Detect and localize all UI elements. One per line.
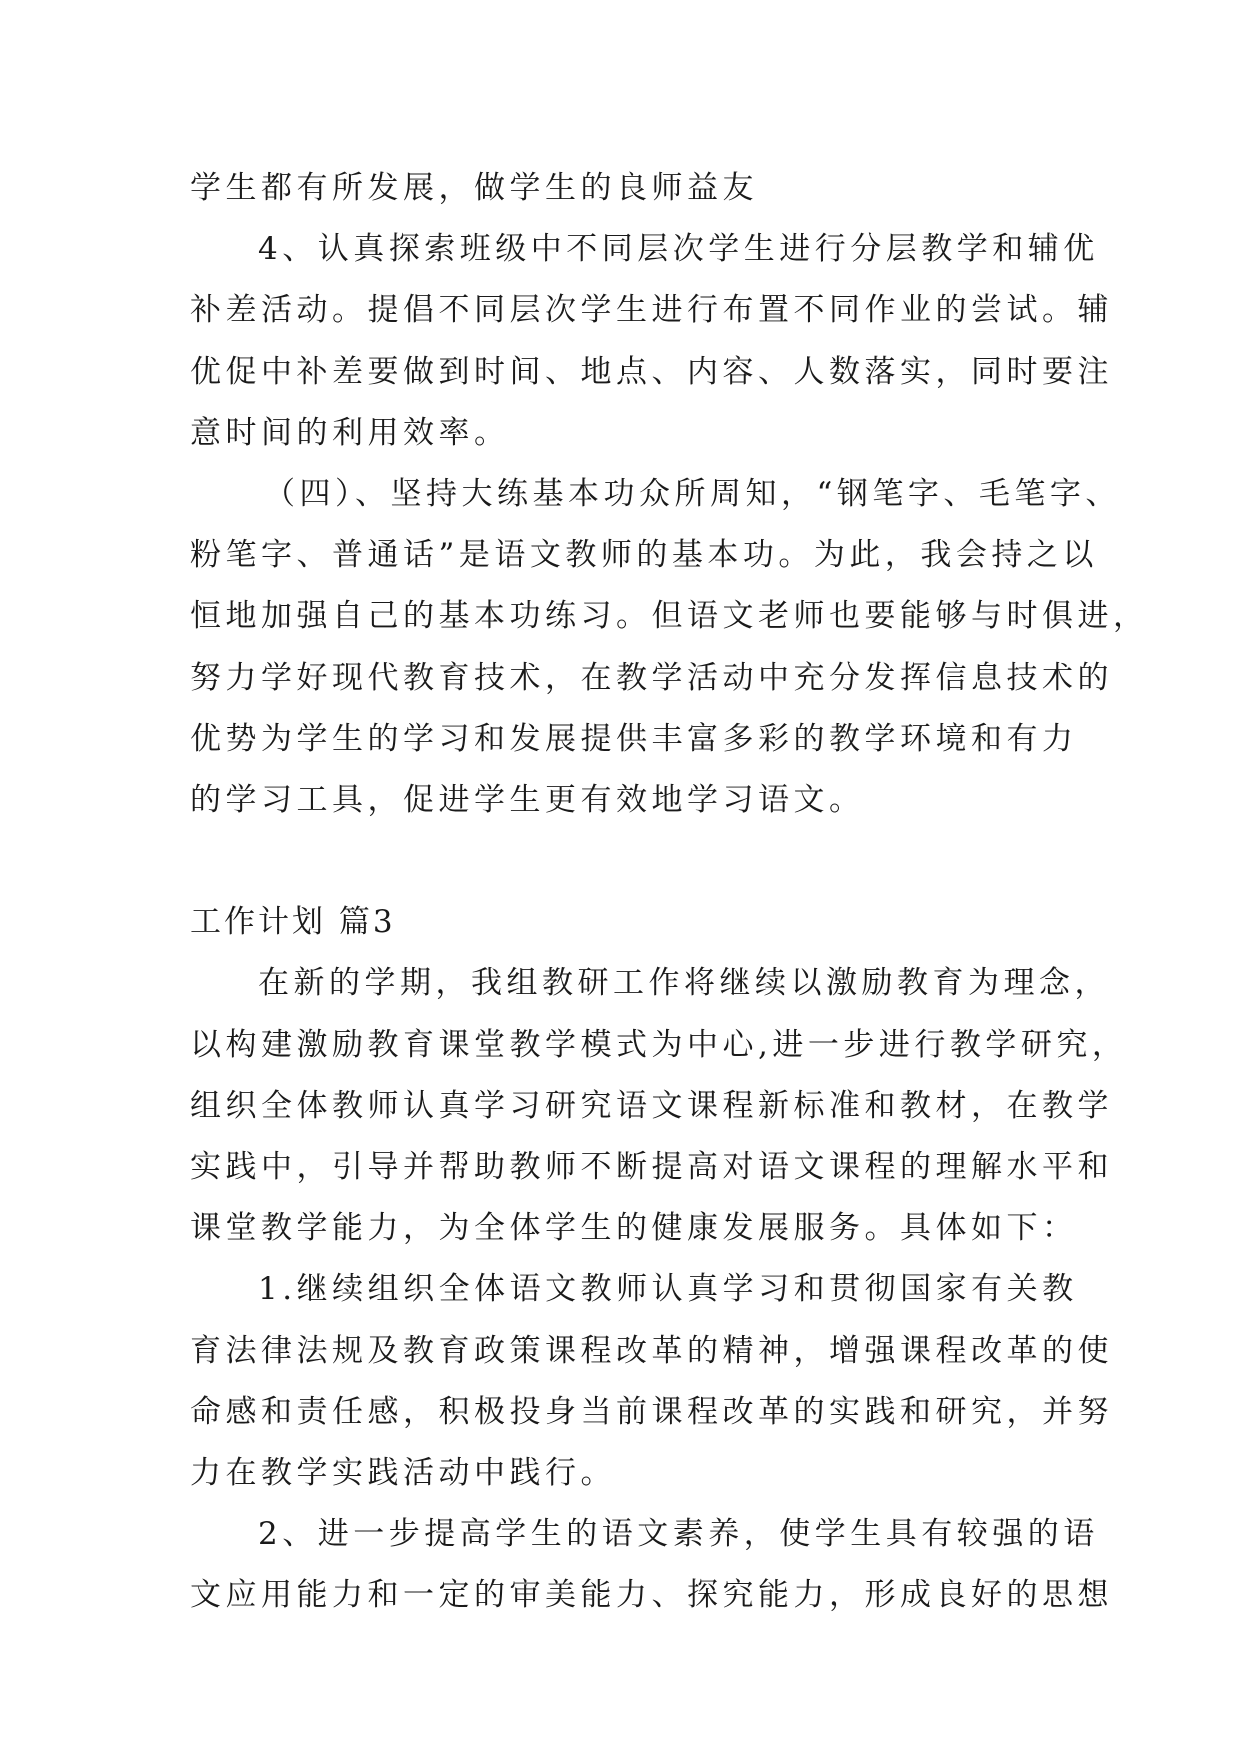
text-line: 2、进一步提高学生的语文素养，使学生具有较强的语 bbox=[258, 1516, 1099, 1553]
text-line: 恒地加强自己的基本功练习。但语文老师也要能够与时俱进， bbox=[190, 598, 1149, 635]
text-line: 课堂教学能力，为全体学生的健康发展服务。具体如下： bbox=[190, 1210, 1078, 1247]
text-line: 的学习工具，促进学生更有效地学习语文。 bbox=[190, 781, 865, 818]
text-line: 努力学好现代教育技术，在教学活动中充分发挥信息技术的 bbox=[190, 659, 1113, 696]
text-line: 1.继续组织全体语文教师认真学习和贯彻国家有关教 bbox=[258, 1271, 1078, 1308]
paragraph bbox=[190, 158, 1070, 219]
text-line: 学生都有所发展，做学生的良师益友 bbox=[190, 170, 758, 206]
paragraph bbox=[190, 464, 1149, 831]
text-line: 命感和责任感，积极投身当前课程改革的实践和研究，并努 bbox=[190, 1393, 1113, 1430]
section-heading: 工作计划 篇3 bbox=[190, 904, 396, 941]
text-line: 4、认真探索班级中不同层次学生进行分层教学和辅优 bbox=[258, 231, 1099, 268]
text-line: 补差活动。提倡不同层次学生进行布置不同作业的尝试。辅 bbox=[190, 292, 1113, 329]
text-line: （四）、坚持大练基本功众所周知，“钢笔字、毛笔字、 bbox=[264, 475, 1121, 512]
document-body bbox=[190, 158, 1149, 1627]
paragraph bbox=[190, 1504, 1113, 1626]
paragraph bbox=[190, 219, 1113, 464]
paragraph bbox=[190, 1259, 1113, 1504]
text-line: 意时间的利用效率。 bbox=[190, 414, 510, 451]
text-line: 优势为学生的学习和发展提供丰富多彩的教学环境和有力 bbox=[190, 720, 1078, 757]
paragraph-spacer bbox=[190, 831, 1070, 892]
paragraph bbox=[190, 953, 1128, 1259]
text-line: 在新的学期，我组教研工作将继续以激励教育为理念， bbox=[258, 965, 1110, 1002]
text-line: 优促中补差要做到时间、地点、内容、人数落实，同时要注 bbox=[190, 353, 1113, 390]
text-line: 育法律法规及教育政策课程改革的精神，增强课程改革的使 bbox=[190, 1332, 1113, 1369]
text-line: 实践中，引导并帮助教师不断提高对语文课程的理解水平和 bbox=[190, 1149, 1113, 1185]
text-line: 力在教学实践活动中践行。 bbox=[190, 1454, 616, 1491]
text-line: 组织全体教师认真学习研究语文课程新标准和教材，在教学 bbox=[190, 1087, 1113, 1124]
text-line: 粉笔字、普通话”是语文教师的基本功。为此，我会持之以 bbox=[190, 537, 1098, 574]
text-line: 文应用能力和一定的审美能力、探究能力，形成良好的思想 bbox=[190, 1577, 1113, 1614]
text-line: 以构建激励教育课堂教学模式为中心,进一步进行教学研究， bbox=[190, 1026, 1128, 1063]
